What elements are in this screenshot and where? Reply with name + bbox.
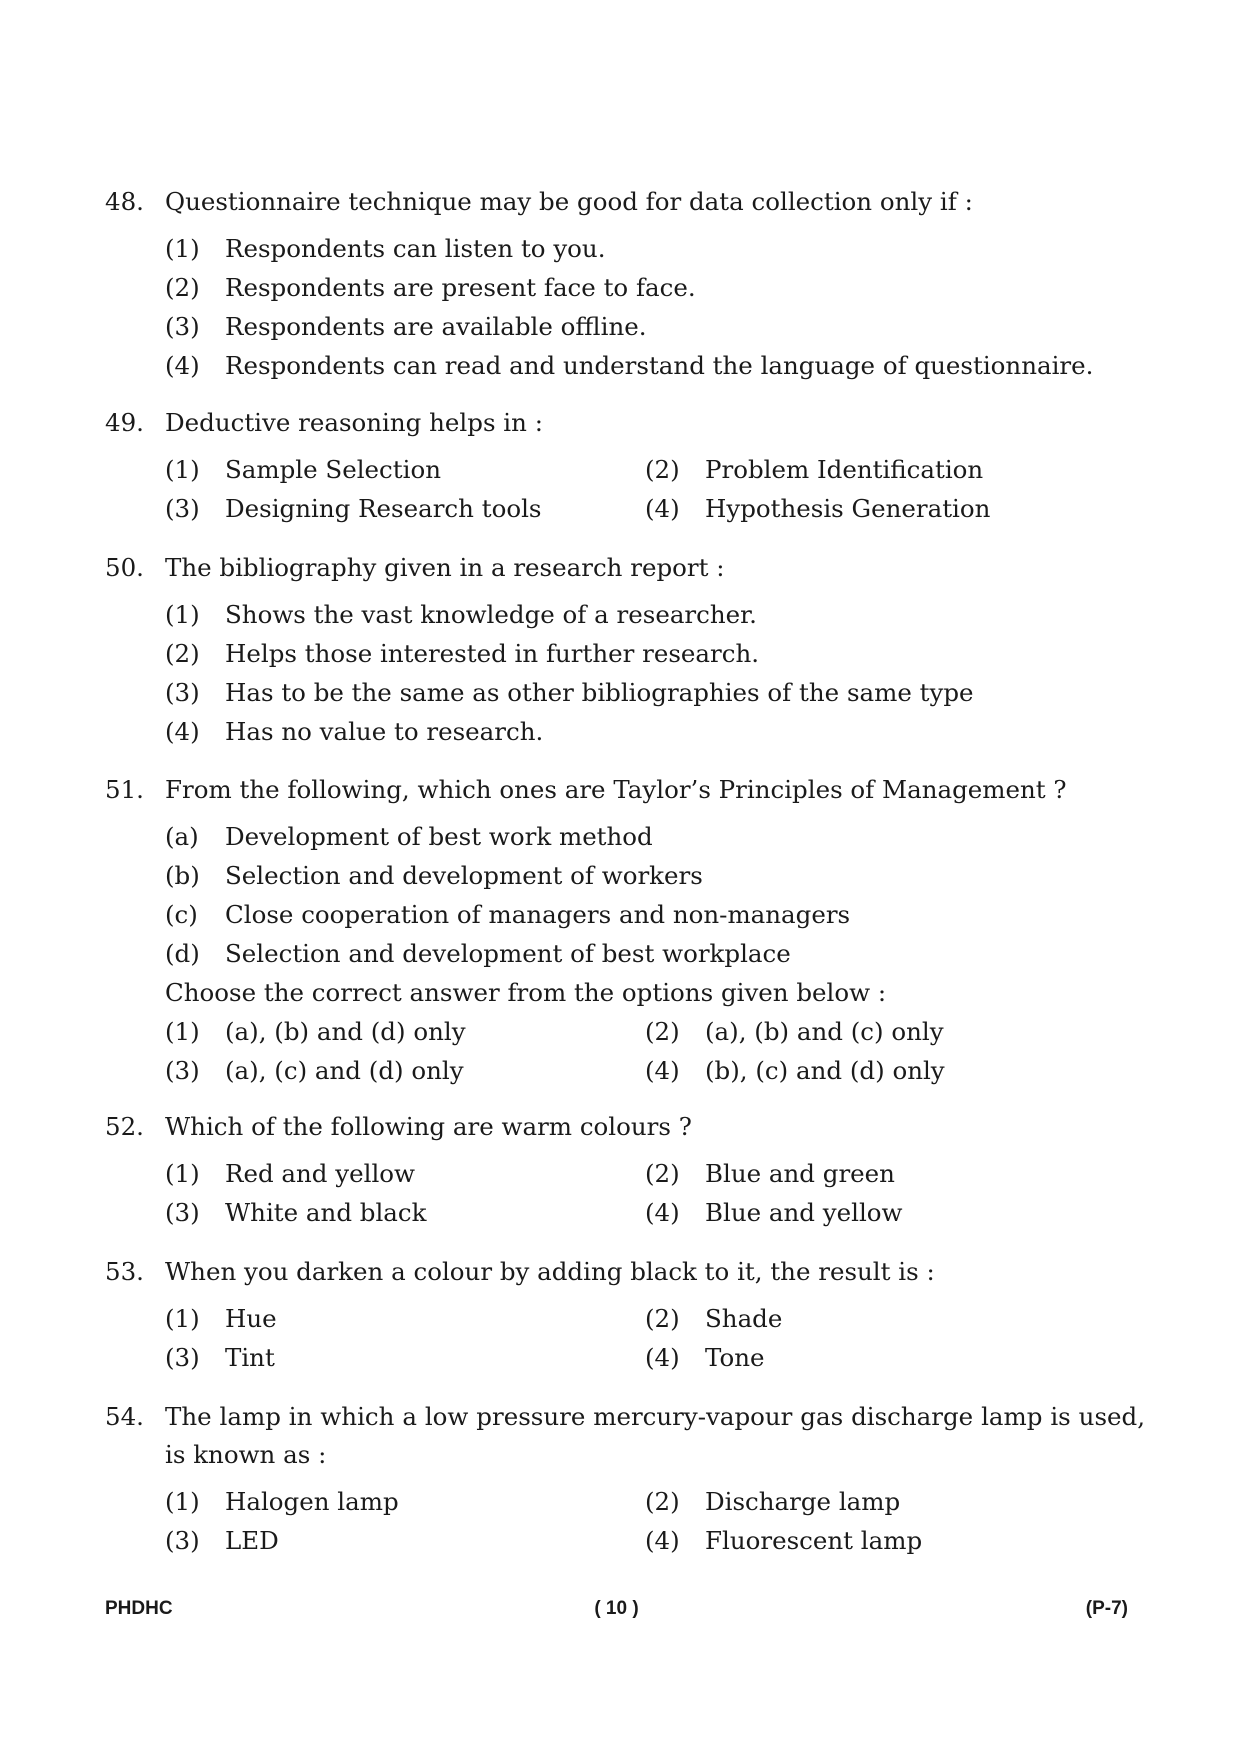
option-text: Respondents can read and understand the language of questionnaire. — [225, 351, 1094, 380]
question-number: 49. — [105, 408, 144, 437]
option-3 — [165, 1521, 645, 1560]
question-number: 54. — [105, 1402, 144, 1431]
option-text: Blue and yellow — [705, 1198, 903, 1227]
question-number: 48. — [105, 187, 144, 216]
option-text: Tone — [705, 1343, 765, 1372]
option-text: Helps those interested in further research. — [225, 639, 760, 668]
option-text: (b), (c) and (d) only — [705, 1056, 945, 1085]
option-text: Halogen lamp — [225, 1487, 399, 1516]
option-text: Has no value to research. — [225, 717, 544, 746]
option-1 — [165, 450, 645, 489]
option-2 — [645, 1299, 1125, 1338]
option-text: (a), (c) and (d) only — [225, 1056, 464, 1085]
option-text: Hypothesis Generation — [705, 494, 991, 523]
option-text: Respondents are present face to face. — [225, 273, 696, 302]
question-text: The lamp in which a low pressure mercury-vapour gas discharge lamp is used, is known as : — [165, 1402, 1145, 1469]
option-3 — [165, 1338, 645, 1377]
option-label: (4) — [165, 351, 200, 380]
option-label: (3) — [165, 1343, 200, 1372]
option-label: (3) — [165, 1526, 200, 1555]
option-label: (4) — [645, 1526, 680, 1555]
statement-text: Close cooperation of managers and non-managers — [225, 900, 851, 929]
option-label: (3) — [165, 494, 200, 523]
option-4 — [645, 1193, 1125, 1232]
statement-b — [165, 856, 1145, 895]
option-text: Respondents are available offline. — [225, 312, 647, 341]
option-text: Tint — [225, 1343, 275, 1372]
option-1 — [165, 1154, 645, 1193]
option-label: (3) — [165, 678, 200, 707]
question-text: Deductive reasoning helps in : — [165, 408, 543, 437]
question-number: 51. — [105, 775, 144, 804]
question-52 — [105, 1108, 1145, 1232]
option-label: (1) — [165, 455, 200, 484]
option-2 — [645, 1012, 1125, 1051]
option-label: (4) — [645, 1343, 680, 1372]
option-label: (1) — [165, 1487, 200, 1516]
option-text: Sample Selection — [225, 455, 441, 484]
option-text: Fluorescent lamp — [705, 1526, 923, 1555]
option-1 — [165, 1299, 645, 1338]
question-text: The bibliography given in a research report : — [165, 553, 725, 582]
option-label: (2) — [645, 455, 680, 484]
option-label: (2) — [645, 1487, 680, 1516]
option-label: (2) — [645, 1159, 680, 1188]
option-4 — [165, 346, 1145, 385]
option-3 — [165, 673, 1145, 712]
option-4 — [645, 1338, 1125, 1377]
option-label: (3) — [165, 1198, 200, 1227]
option-label: (4) — [165, 717, 200, 746]
option-3 — [165, 489, 645, 528]
paper-code: PHDHC — [105, 1598, 173, 1619]
question-49 — [105, 404, 1145, 528]
option-4 — [645, 1051, 1125, 1090]
statement-label: (a) — [165, 822, 199, 851]
option-1 — [165, 595, 1145, 634]
question-number: 53. — [105, 1257, 144, 1286]
option-3 — [165, 1193, 645, 1232]
option-label: (1) — [165, 1017, 200, 1046]
option-text: Blue and green — [705, 1159, 895, 1188]
option-4 — [165, 712, 1145, 751]
option-text: (a), (b) and (d) only — [225, 1017, 466, 1046]
statement-text: Selection and development of workers — [225, 861, 703, 890]
option-text: Problem Identification — [705, 455, 984, 484]
option-label: (1) — [165, 234, 200, 263]
option-label: (3) — [165, 1056, 200, 1085]
question-text: From the following, which ones are Taylor’s Principles of Management ? — [165, 775, 1067, 804]
option-1 — [165, 229, 1145, 268]
instruction-text: Choose the correct answer from the options given below : — [165, 978, 887, 1007]
option-label: (4) — [645, 494, 680, 523]
option-label: (2) — [165, 273, 200, 302]
question-48 — [105, 183, 1145, 385]
option-text: Discharge lamp — [705, 1487, 901, 1516]
option-label: (2) — [645, 1304, 680, 1333]
option-label: (4) — [645, 1198, 680, 1227]
question-50 — [105, 549, 1145, 751]
statement-label: (d) — [165, 939, 200, 968]
option-text: Has to be the same as other bibliographies of the same type — [225, 678, 974, 707]
question-51 — [105, 771, 1145, 1090]
question-number: 50. — [105, 553, 144, 582]
option-text: Hue — [225, 1304, 277, 1333]
option-text: White and black — [225, 1198, 427, 1227]
option-4 — [645, 1521, 1125, 1560]
question-54 — [105, 1398, 1145, 1560]
option-1 — [165, 1482, 645, 1521]
option-2 — [645, 1154, 1125, 1193]
statement-d — [165, 934, 1145, 973]
option-label: (1) — [165, 1159, 200, 1188]
option-label: (1) — [165, 600, 200, 629]
option-label: (1) — [165, 1304, 200, 1333]
question-text: Questionnaire technique may be good for data collection only if : — [165, 187, 973, 216]
option-3 — [165, 307, 1145, 346]
option-2 — [165, 268, 1145, 307]
page-number: ( 10 ) — [594, 1598, 639, 1619]
question-53 — [105, 1253, 1145, 1377]
option-1 — [165, 1012, 645, 1051]
question-text: Which of the following are warm colours ? — [165, 1112, 692, 1141]
option-text: Designing Research tools — [225, 494, 542, 523]
option-2 — [165, 634, 1145, 673]
statement-c — [165, 895, 1145, 934]
option-text: Shows the vast knowledge of a researcher. — [225, 600, 757, 629]
option-4 — [645, 489, 1125, 528]
option-2 — [645, 1482, 1125, 1521]
statement-a — [165, 817, 1145, 856]
question-number: 52. — [105, 1112, 144, 1141]
paper-set: (P-7) — [1085, 1598, 1128, 1619]
option-text: (a), (b) and (c) only — [705, 1017, 944, 1046]
option-label: (4) — [645, 1056, 680, 1085]
option-2 — [645, 450, 1125, 489]
statement-label: (c) — [165, 900, 198, 929]
option-text: Shade — [705, 1304, 783, 1333]
option-3 — [165, 1051, 645, 1090]
statement-label: (b) — [165, 861, 200, 890]
option-text: Red and yellow — [225, 1159, 416, 1188]
question-text: When you darken a colour by adding black to it, the result is : — [165, 1257, 935, 1286]
statement-text: Selection and development of best workplace — [225, 939, 791, 968]
option-label: (3) — [165, 312, 200, 341]
statement-text: Development of best work method — [225, 822, 653, 851]
option-text: Respondents can listen to you. — [225, 234, 606, 263]
option-label: (2) — [165, 639, 200, 668]
option-text: LED — [225, 1526, 279, 1555]
option-label: (2) — [645, 1017, 680, 1046]
